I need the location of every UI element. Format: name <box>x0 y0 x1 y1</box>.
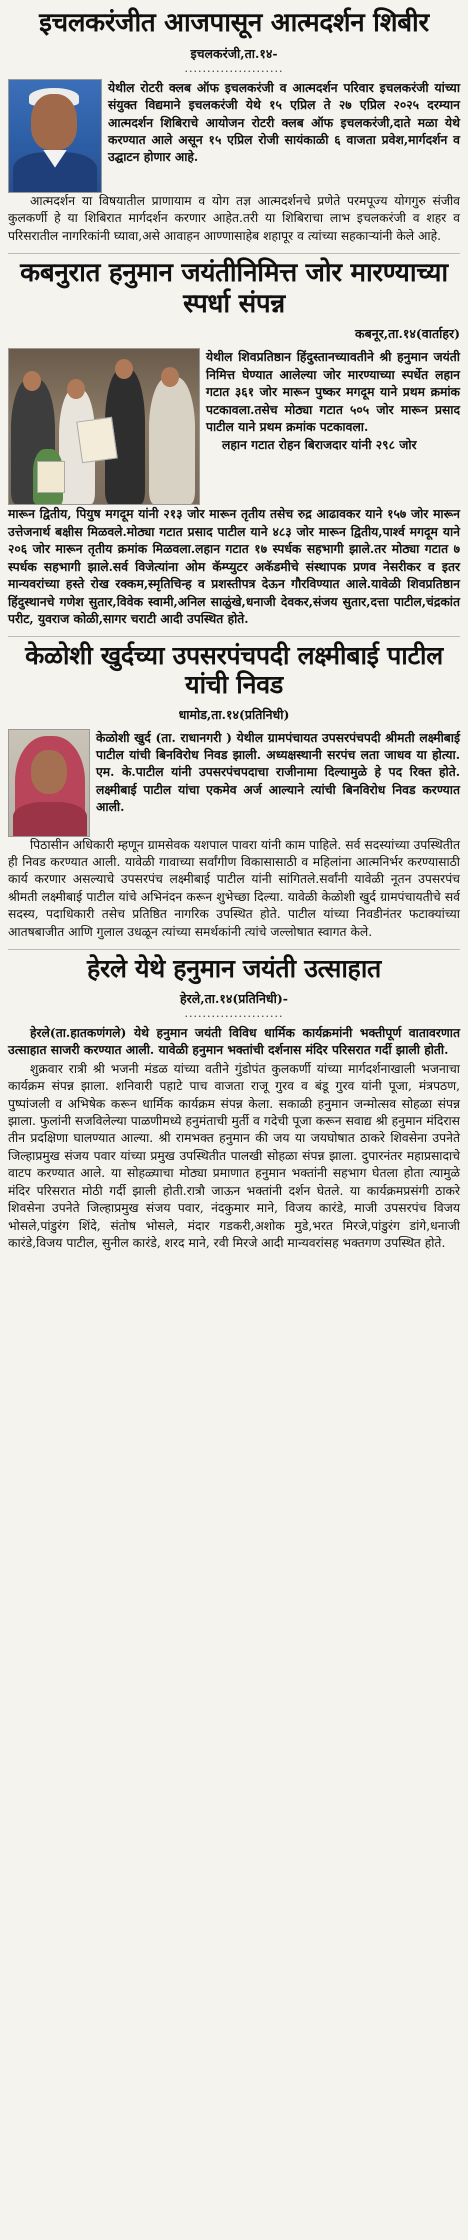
article-side-text: केळोशी खुर्द (ता. राधानगरी ) येथील ग्रामपंचायत उपसरपंचपदी श्रीमती लक्ष्मीबाई पाटील यांची बिनविरोध निवड झाली. अध्यक्षस्थानी सरपंच लता जाधव या होत्या. एम. के.पाटील यांनी उपसरपंचपदाचा राजीनामा दिल्यामुळे हे पद रिक्त होते. लक्ष्मीबाई पाटील यांचा एकमेव अर्ज आल्याने त्यांची बिनविरोध निवड करण्यात आली. <box>96 729 460 815</box>
article-body: मारून द्वितीय, पियुष मगदूम यांनी २१३ जोर मारून तृतीय तसेच रुद्र आढावकर याने १५७ जोर मारून उत्तेजनार्थ बक्षीस मिळवले.मोठ्या गटात प्रसाद पाटील याने ४८३ जोर मारून द्वितीय,पार्श्व मगदूम याने २०६ जोर मारून तृतीय क्रमांक मिळवला.लहान गटात १७ स्पर्धक सहभागी झाले.तर मोठ्या गटात ७ स्पर्धक सहभागी झाले.सर्व विजेत्यांना ओम कॅम्प्युटर अकॅडमीचे संस्थापक प्रणव नेसरीकर व इतर मान्यवरांच्या हस्ते रोख रक्कम,स्मृतिचिन्ह व प्रशस्तीपत्र देऊन गौरविण्यात आले.यावेळी शिवप्रतिष्ठान हिंदुस्थानचे गणेश सुतार,विवेक स्वामी,अनिल साळुंखे,धनाजी देवकर,संजय सुतार,दत्ता पाटील,चंद्रकांत परीट, युवराज कोळी,सागर चराटी आदी उपस्थित होते. <box>8 506 460 627</box>
portrait-photo <box>8 79 102 193</box>
portrait-photo <box>8 729 90 837</box>
article-headline: इचलकरंजीत आजपासून आत्मदर्शन शिबीर <box>39 8 429 38</box>
article-row <box>8 79 460 193</box>
article-atmadarshan-camp <box>8 8 460 254</box>
divider-dots: ...................... <box>184 61 284 75</box>
article-body: शुक्रवार रात्री श्री भजनी मंडळ यांच्या वतीने गुंडोपंत कुलकर्णी यांच्या मार्गदर्शनाखाली भजनाचा कार्यक्रम संपन्न झाला. शनिवारी पहाटे पाच वाजता राजू गुरव व बंडू गुरव यांनी पूजा, मंत्रपठण, पुष्पांजली व अभिषेक करून धार्मिक कार्यक्रम संपन्न केला. सकाळी हनुमान जन्मोत्सव सोहळा संपन्न झाला. फुलांनी सजविलेल्या पाळणीमध्ये हनुमंताची मुर्ती व गदेची पूजा करून सवाद्य श्री हनुमान मंदिरास तीन प्रदक्षिणा घालण्यात आल्या. श्री रामभक्त हनुमान की जय या जयघोषात ठाकरे शिवसेना उपनेते जिल्हाप्रमुख संजय पवार यांच्या प्रमुख उपस्थितीत पालखी सोहळा संपन्न झाला. दुपारनंतर महाप्रसादाचे वाटप करण्यात आले. या सोहळ्याचा मोठ्या प्रमाणात हनुमान भक्तांनी सहभाग घेतला होता त्यामुळे मंदिर परिसरात मोठी गर्दी झाली होती.रात्रौ जाऊन भक्तांनी दर्शन घेतले. या कार्यक्रमप्रसंगी ठाकरे शिवसेना उपनेते जिल्हाप्रमुख संजय पवार, नंदकुमार माने, विजय कारंडे, माजी उपसरपंच विजय भोसले,पांडुरंग शिंदे, संतोष भोसले, मंदार गडकरी,अशोक मुडे,भरत मिरजे,पांडुरंग डांगे,धनाजी कारंडे,विजय पाटील, सुनील कारंडे, शरद माने, रवी मिरजे आदी मान्यवरांसह भक्तगण उपस्थित होते. <box>8 1061 460 1251</box>
article-row <box>8 348 460 505</box>
article-keloshi-election <box>8 641 460 951</box>
article-row <box>8 729 460 837</box>
article-body: आत्मदर्शन या विषयातील प्राणायाम व योग तज्ञ आत्मदर्शनचे प्रणेते परमपूज्य योगगुरु संजीव कुलकर्णी हे या शिबिरात मार्गदर्शन करणार आहेत.तरी या शिबिराचा लाभ इचलकरंजी व शहर व परिसरातील नागरिकांनी घ्यावा,असे आवाहन आण्णासाहेब शहापूर व त्यांच्या सहकाऱ्यांनी केले आहे. <box>8 193 460 243</box>
divider-dots: ...................... <box>184 1006 284 1020</box>
article-side-text: येथील रोटरी क्लब ऑफ इचलकरंजी व आत्मदर्शन परिवार इचलकरंजी यांच्या संयुक्त विद्यमाने इचलकरंजी येथे १५ एप्रिल ते २७ एप्रिल २०२५ दरम्यान आत्मदर्शन शिबिराचे आयोजन रोटरी क्लब ऑफ इचलकरंजी,दाते मळा येथे करण्यात आले असून १५ एप्रिल रोजी सायंकाळी ६ वाजता प्रवेश,मार्गदर्शन व उद्घाटन होणार आहे. <box>108 79 460 165</box>
article-body: पिठासीन अधिकारी म्हणून ग्रामसेवक यशपाल पावरा यांनी काम पाहिले. सर्व सदस्यांच्या उपस्थितीत ही निवड करण्यात आली. यावेळी गावाच्या सर्वांगीण विकासासाठी व महिलांना आत्मनिर्भर करण्यासाठी कार्य करणार असल्याचे उपसरपंच लक्ष्मीबाई पाटील यांनी सांगितले.सर्वांनी यावेळी नूतन उपसरपंच श्रीमती लक्ष्मीबाई पाटील यांचे अभिनंदन करून शुभेच्छा दिल्या. यावेळी केळोशी खुर्द ग्रामपंचायतीचे सर्व सदस्य, पदाधिकारी तसेच प्रतिष्ठित नागरिक उपस्थित होते. पाटील यांच्या निवडीनंतर फटाक्यांच्या आतषबाजीत आणि गुलाल उधळून त्यांच्या समर्थकांनी त्यांचे जल्लोषात स्वागत केले. <box>8 837 460 939</box>
article-headline: हेरले येथे हनुमान जयंती उत्साहात <box>87 954 381 984</box>
article-side-text: येथील शिवप्रतिष्ठान हिंदुस्तानच्यावतीने श्री हनुमान जयंती निमित्त घेण्यात आलेल्या जोर मारण्याच्या स्पर्धेत लहान गटात ३६१ जोर मारून पुष्कर मगदूम याने प्रथम क्रमांक पटकावला.तसेच मोठ्या गटात ५०५ जोर मारून प्रसाद पाटील याने प्रथम क्रमांक पटकावला. लहान गटात रोहन बिराजदार यांनी २९८ जोर <box>206 349 460 452</box>
article-dateline: धामोड,ता.१४(प्रतिनिधी) <box>178 706 290 722</box>
article-headline: कबनुरात हनुमान जयंतीनिमित्त जोर मारण्याच्या स्पर्धा संपन्न <box>20 258 448 319</box>
article-lead: हेरले(ता.हातकणंगले) येथे हनुमान जयंती विविध धार्मिक कार्यक्रमांनी भक्तीपूर्ण वातावरणात उत्साहात साजरी करण्यात आली. यावेळी हनुमान भक्तांची दर्शनास मंदिर परिसरात गर्दी झाली होती. <box>8 1024 460 1058</box>
article-headline: केळोशी खुर्दच्या उपसरपंचपदी लक्ष्मीबाई पाटील यांची निवड <box>25 640 443 700</box>
article-dateline: हेरले,ता.१४(प्रतिनिधी)- <box>180 990 288 1006</box>
award-ceremony-photo <box>8 348 200 505</box>
article-dateline: कबनूर,ता.१४(वार्ताहर) <box>355 326 460 342</box>
article-herle-hanuman-jayanti <box>8 954 460 1260</box>
article-kabnur-competition <box>8 258 460 637</box>
article-dateline: इचलकरंजी,ता.१४- <box>190 45 278 61</box>
newspaper-page <box>8 0 460 1261</box>
